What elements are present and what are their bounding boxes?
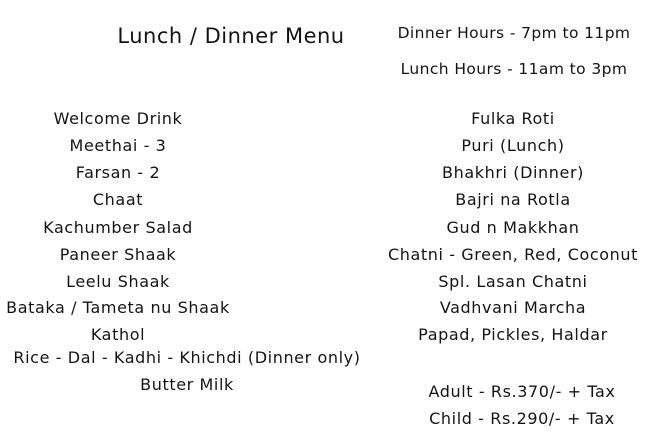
price-adult: Adult - Rs.370/- + Tax: [428, 382, 616, 401]
menu-item-chaat: Chaat: [92, 190, 144, 209]
menu-item-butter-milk: Butter Milk: [140, 375, 234, 394]
menu-item-farsan: Farsan - 2: [75, 163, 161, 182]
menu-item-lasan-chatni: Spl. Lasan Chatni: [438, 272, 588, 291]
menu-item-kachumber-salad: Kachumber Salad: [43, 218, 193, 237]
menu-item-rice-dal-kadhi: Rice - Dal - Kadhi - Khichdi (Dinner only): [13, 348, 361, 367]
menu-title: Lunch / Dinner Menu: [117, 24, 345, 48]
menu-item-leelu-shaak: Leelu Shaak: [66, 272, 170, 291]
menu-item-chatni: Chatni - Green, Red, Coconut: [387, 245, 639, 264]
menu-item-bataka-tameta: Bataka / Tameta nu Shaak: [6, 298, 230, 317]
menu-item-vadhvani-marcha: Vadhvani Marcha: [439, 298, 587, 317]
lunch-hours: Lunch Hours - 11am to 3pm: [400, 60, 628, 78]
menu-item-bhakhri: Bhakhri (Dinner): [442, 163, 584, 182]
menu-item-welcome-drink: Welcome Drink: [53, 109, 183, 128]
menu-item-puri: Puri (Lunch): [461, 136, 565, 155]
menu-item-meethai: Meethai - 3: [69, 136, 167, 155]
menu-item-papad-pickles: Papad, Pickles, Haldar: [418, 325, 608, 344]
dinner-hours: Dinner Hours - 7pm to 11pm: [397, 24, 631, 42]
menu-item-gud-makkhan: Gud n Makkhan: [446, 218, 580, 237]
menu-item-fulka-roti: Fulka Roti: [471, 109, 555, 128]
menu-item-bajri-rotla: Bajri na Rotla: [455, 190, 571, 209]
price-child: Child - Rs.290/- + Tax: [429, 409, 615, 428]
menu-item-kathol: Kathol: [90, 325, 146, 344]
menu-item-paneer-shaak: Paneer Shaak: [59, 245, 177, 264]
